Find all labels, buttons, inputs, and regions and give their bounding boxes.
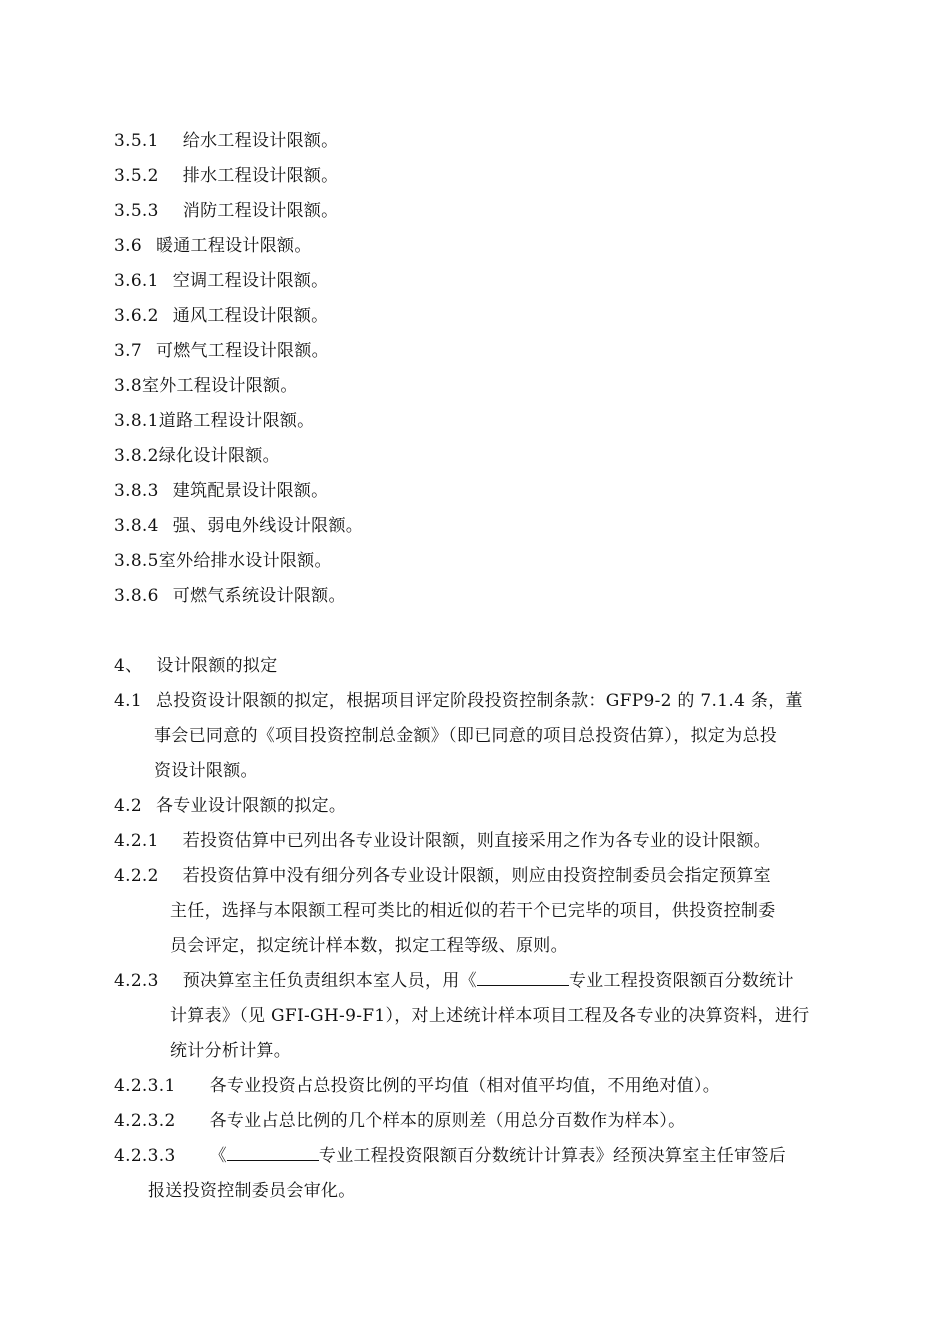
item-text: 空调工程设计限额。 <box>172 271 329 291</box>
item-text: 排水工程设计限额。 <box>182 166 339 186</box>
item-number: 3.6 <box>114 236 142 256</box>
list-item <box>114 829 771 853</box>
list-item <box>114 444 280 468</box>
item-number: 3.5.3 <box>114 201 159 221</box>
item-number: 4.2 <box>114 796 142 816</box>
list-item <box>114 339 329 363</box>
list-item <box>114 409 314 433</box>
item-text: 强、弱电外线设计限额。 <box>172 516 364 536</box>
item-number: 4.1 <box>114 691 142 711</box>
item-number: 3.6.1 <box>114 271 159 291</box>
paragraph-line: 资设计限额。 <box>154 761 258 781</box>
item-number: 3.6.2 <box>114 306 159 326</box>
item-number: 4.2.3.2 <box>114 1111 176 1131</box>
paragraph-line: 《 <box>209 1146 227 1166</box>
item-text: 各专业投资占总投资比例的平均值（相对值平均值，不用绝对值）。 <box>209 1076 721 1096</box>
paragraph-4-2-2 <box>114 859 840 964</box>
item-number: 3.7 <box>114 341 142 361</box>
list-item <box>114 794 346 818</box>
list-item <box>114 304 328 328</box>
fill-in-blank <box>477 971 569 986</box>
paragraph-4-1 <box>114 684 840 789</box>
paragraph-line: 计算表》（见 GFI-GH-9-F1），对上述统计样本项目工程及各专业的决算资料，进行 <box>170 1006 810 1026</box>
item-number: 3.5.2 <box>114 166 159 186</box>
item-text: 可燃气系统设计限额。 <box>172 586 346 606</box>
item-text: 绿化设计限额。 <box>158 446 280 466</box>
paragraph-line: 专业工程投资限额百分数统计计算表》经预决算室主任审签后 <box>318 1146 786 1166</box>
item-number: 4.2.3.3 <box>114 1146 176 1166</box>
paragraph-line: 总投资设计限额的拟定，根据项目评定阶段投资控制条款：GFP9-2 的 7.1.4 条，董 <box>155 691 803 711</box>
list-item <box>114 269 328 293</box>
paragraph-line: 事会已同意的《项目投资控制总金额》（即已同意的项目总投资估算），拟定为总投 <box>154 726 778 746</box>
list-item <box>114 1074 720 1098</box>
paragraph-4-2-3-3 <box>114 1139 840 1209</box>
item-number: 4.2.1 <box>114 831 159 851</box>
list-item <box>114 164 338 188</box>
item-text: 各专业设计限额的拟定。 <box>155 796 347 816</box>
item-number: 3.5.1 <box>114 131 159 151</box>
heading-number: 4、 <box>114 656 143 676</box>
item-number: 3.8.1 <box>114 411 159 431</box>
paragraph-line: 报送投资控制委员会审化。 <box>148 1181 356 1201</box>
item-text: 若投资估算中已列出各专业设计限额，则直接采用之作为各专业的设计限额。 <box>182 831 771 851</box>
item-number: 3.8 <box>114 376 142 396</box>
list-item <box>114 514 363 538</box>
list-item <box>114 234 312 258</box>
item-number: 3.8.2 <box>114 446 159 466</box>
item-number: 4.2.2 <box>114 866 159 886</box>
item-text: 可燃气工程设计限额。 <box>155 341 329 361</box>
paragraph-line: 统计分析计算。 <box>170 1041 292 1061</box>
item-number: 3.8.3 <box>114 481 159 501</box>
list-item <box>114 1109 685 1133</box>
heading-text: 设计限额的拟定 <box>156 656 278 676</box>
item-text: 通风工程设计限额。 <box>172 306 329 326</box>
list-item <box>114 584 346 608</box>
item-text: 各专业占总比例的几个样本的原则差（用总分百数作为样本）。 <box>209 1111 686 1131</box>
list-item <box>114 549 332 573</box>
list-item <box>114 199 338 223</box>
item-number: 3.8.4 <box>114 516 159 536</box>
fill-in-blank <box>227 1146 319 1161</box>
item-text: 给水工程设计限额。 <box>182 131 339 151</box>
section-heading <box>114 654 278 678</box>
item-number: 3.8.6 <box>114 586 159 606</box>
paragraph-line: 预决算室主任负责组织本室人员，用《 <box>182 971 477 991</box>
paragraph-4-2-3 <box>114 964 840 1069</box>
item-text: 室外给排水设计限额。 <box>158 551 332 571</box>
item-text: 室外工程设计限额。 <box>141 376 298 396</box>
item-number: 3.8.5 <box>114 551 159 571</box>
paragraph-line: 主任，选择与本限额工程可类比的相近似的若干个已完毕的项目，供投资控制委 <box>170 901 776 921</box>
item-text: 消防工程设计限额。 <box>182 201 339 221</box>
item-text: 暖通工程设计限额。 <box>155 236 312 256</box>
paragraph-line: 员会评定，拟定统计样本数，拟定工程等级、原则。 <box>170 936 568 956</box>
item-number: 4.2.3.1 <box>114 1076 176 1096</box>
list-item <box>114 129 338 153</box>
list-item <box>114 479 328 503</box>
paragraph-line: 若投资估算中没有细分列各专业设计限额，则应由投资控制委员会指定预算室 <box>182 866 771 886</box>
item-text: 建筑配景设计限额。 <box>172 481 329 501</box>
paragraph-line: 专业工程投资限额百分数统计 <box>568 971 794 991</box>
list-item <box>114 374 298 398</box>
item-number: 4.2.3 <box>114 971 159 991</box>
item-text: 道路工程设计限额。 <box>158 411 315 431</box>
